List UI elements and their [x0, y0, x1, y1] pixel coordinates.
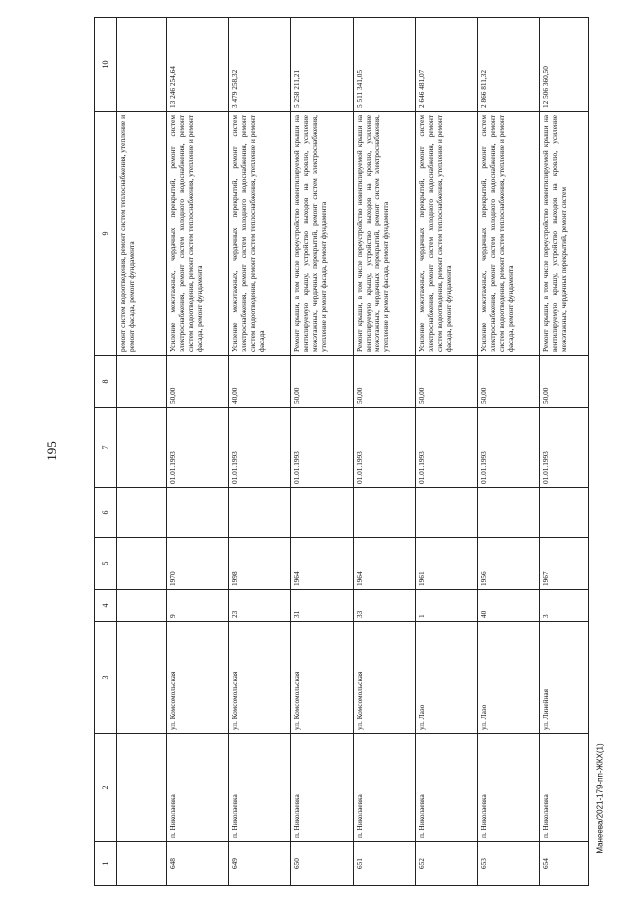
column-header: 8 — [95, 356, 117, 408]
cell-settlement: п. Николаевка — [415, 734, 477, 842]
header-row — [95, 18, 117, 886]
cell-settlement: п. Николаевка — [353, 734, 415, 842]
cell-col6 — [353, 488, 415, 538]
cell-house-number: 23 — [229, 590, 291, 622]
cell-empty — [117, 734, 167, 842]
cell-settlement: п. Николаевка — [229, 734, 291, 842]
table-row — [353, 18, 415, 886]
cell-settlement: п. Николаевка — [540, 734, 589, 842]
cell-cost: 5 511 341,05 — [353, 18, 415, 112]
cell-house-number: 31 — [291, 590, 353, 622]
cell-year-built: 1964 — [291, 538, 353, 590]
cell-date: 01.01.1993 — [540, 408, 589, 488]
cell-house-number: 40 — [478, 590, 540, 622]
table-row — [291, 18, 353, 886]
cell-works-continuation: ремонт систем водоотведения, ремонт систем теплоснабжения, утепление и ремонт фасада, ремонт фундамента — [117, 112, 167, 356]
cell-works: Усиление межэтажных, чердачных перекрытий, ремонт систем электроснабжения, ремонт систем холодного водоснабжения, ремонт систем водоотведения, ремонт систем теплоснабжения, утепление и ремонт фасада, ремонт фундамента — [167, 112, 229, 356]
cell-col6 — [415, 488, 477, 538]
table-row — [540, 18, 589, 886]
column-header: 10 — [95, 18, 117, 112]
continuation-row — [117, 18, 167, 886]
cell-year-built: 1998 — [229, 538, 291, 590]
cell-wear-percent: 50,00 — [415, 356, 477, 408]
document-reference: Манеева/2021-179-пп-ЖКХ(1) — [595, 743, 605, 854]
cell-street: ул. Линейная — [540, 622, 589, 734]
cell-works: Ремонт крыши, в том числе переустройство невентилируемой крыши на вентилируемую крышу, устройство выходов на кровлю, усиление межэтажных, чердачных перекрытий, ремонт систем электроснабжения, утепление и ремонт фасада, ремонт фундамента — [291, 112, 353, 356]
cell-wear-percent: 50,00 — [353, 356, 415, 408]
column-header: 5 — [95, 538, 117, 590]
cell-empty — [117, 408, 167, 488]
cell-settlement: п. Николаевка — [167, 734, 229, 842]
cell-col6 — [229, 488, 291, 538]
cell-street: ул. Комсомольская — [353, 622, 415, 734]
cell-year-built: 1967 — [540, 538, 589, 590]
cell-year-built: 1956 — [478, 538, 540, 590]
table-row — [229, 18, 291, 886]
cell-empty — [117, 842, 167, 886]
cell-settlement: п. Николаевка — [291, 734, 353, 842]
cell-number: 649 — [229, 842, 291, 886]
cell-empty — [117, 18, 167, 112]
cell-works: Усиление межэтажных, чердачных перекрытий, ремонт систем электроснабжения, ремонт систем холодного водоснабжения, ремонт систем водоотведения, ремонт систем теплоснабжения, утепление и ремонт фасада, ремонт фундамента — [478, 112, 540, 356]
cell-works: Усиление межэтажных, чердачных перекрытий, ремонт систем электроснабжения, ремонт систем холодного водоснабжения, ремонт систем водоотведения, ремонт систем теплоснабжения, утепление и ремонт фасада — [229, 112, 291, 356]
rotated-table-frame — [94, 18, 589, 886]
table-row — [415, 18, 477, 886]
cell-house-number: 3 — [540, 590, 589, 622]
cell-street: ул. Комсомольская — [291, 622, 353, 734]
cell-date: 01.01.1993 — [229, 408, 291, 488]
cell-cost: 5 258 211,21 — [291, 18, 353, 112]
cell-empty — [117, 590, 167, 622]
cell-empty — [117, 538, 167, 590]
cell-date: 01.01.1993 — [353, 408, 415, 488]
cell-house-number: 1 — [415, 590, 477, 622]
cell-wear-percent: 50,00 — [540, 356, 589, 408]
column-header: 7 — [95, 408, 117, 488]
cell-number: 648 — [167, 842, 229, 886]
cell-street: ул. Лазо — [415, 622, 477, 734]
cell-street: ул. Лазо — [478, 622, 540, 734]
cell-empty — [117, 356, 167, 408]
cell-number: 651 — [353, 842, 415, 886]
page-number: 195 — [44, 441, 59, 461]
cell-cost: 3 479 258,32 — [229, 18, 291, 112]
cell-house-number: 9 — [167, 590, 229, 622]
cell-settlement: п. Николаевка — [478, 734, 540, 842]
cell-works: Ремонт крыши, в том числе переустройство невентилируемой крыши на вентилируемую крышу, устройство выходов на кровлю, усиление межэтажных, чердачных перекрытий, ремонт систем — [540, 112, 589, 356]
cell-col6 — [167, 488, 229, 538]
table-row — [478, 18, 540, 886]
cell-year-built: 1961 — [415, 538, 477, 590]
cell-col6 — [478, 488, 540, 538]
cell-year-built: 1970 — [167, 538, 229, 590]
cell-number: 652 — [415, 842, 477, 886]
table-container — [94, 18, 589, 886]
cell-wear-percent: 50,00 — [167, 356, 229, 408]
cell-wear-percent: 40,00 — [229, 356, 291, 408]
cell-house-number: 33 — [353, 590, 415, 622]
cell-cost: 13 246 254,64 — [167, 18, 229, 112]
cell-date: 01.01.1993 — [167, 408, 229, 488]
cell-number: 650 — [291, 842, 353, 886]
cell-cost: 12 506 360,50 — [540, 18, 589, 112]
cell-col6 — [291, 488, 353, 538]
cell-number: 654 — [540, 842, 589, 886]
column-header: 2 — [95, 734, 117, 842]
cell-date: 01.01.1993 — [415, 408, 477, 488]
cell-works: Усиление межэтажных, чердачных перекрытий, ремонт систем электроснабжения, ремонт систем холодного водоснабжения, ремонт систем водоотведения, ремонт систем теплоснабжения, утепление и ремонт фасада, ремонт фундамента — [415, 112, 477, 356]
housing-repair-table — [94, 17, 589, 886]
cell-empty — [117, 622, 167, 734]
cell-street: ул. Комсомольская — [229, 622, 291, 734]
cell-number: 653 — [478, 842, 540, 886]
cell-date: 01.01.1993 — [478, 408, 540, 488]
cell-wear-percent: 50,00 — [478, 356, 540, 408]
cell-col6 — [540, 488, 589, 538]
cell-street: ул. Комсомольская — [167, 622, 229, 734]
cell-year-built: 1964 — [353, 538, 415, 590]
column-header: 4 — [95, 590, 117, 622]
cell-date: 01.01.1993 — [291, 408, 353, 488]
cell-wear-percent: 50,00 — [291, 356, 353, 408]
cell-cost: 2 866 811,32 — [478, 18, 540, 112]
cell-cost: 2 646 481,07 — [415, 18, 477, 112]
column-header: 9 — [95, 112, 117, 356]
column-header: 6 — [95, 488, 117, 538]
table-row — [167, 18, 229, 886]
cell-works: Ремонт крыши, в том числе переустройство невентилируемой крыши на вентилируемую крышу, устройство выходов на кровлю, усиление межэтажных, чердачных перекрытий, ремонт систем электроснабжения, утепление и ремонт фасада, ремонт фундамента — [353, 112, 415, 356]
column-header: 3 — [95, 622, 117, 734]
cell-empty — [117, 488, 167, 538]
column-header: 1 — [95, 842, 117, 886]
